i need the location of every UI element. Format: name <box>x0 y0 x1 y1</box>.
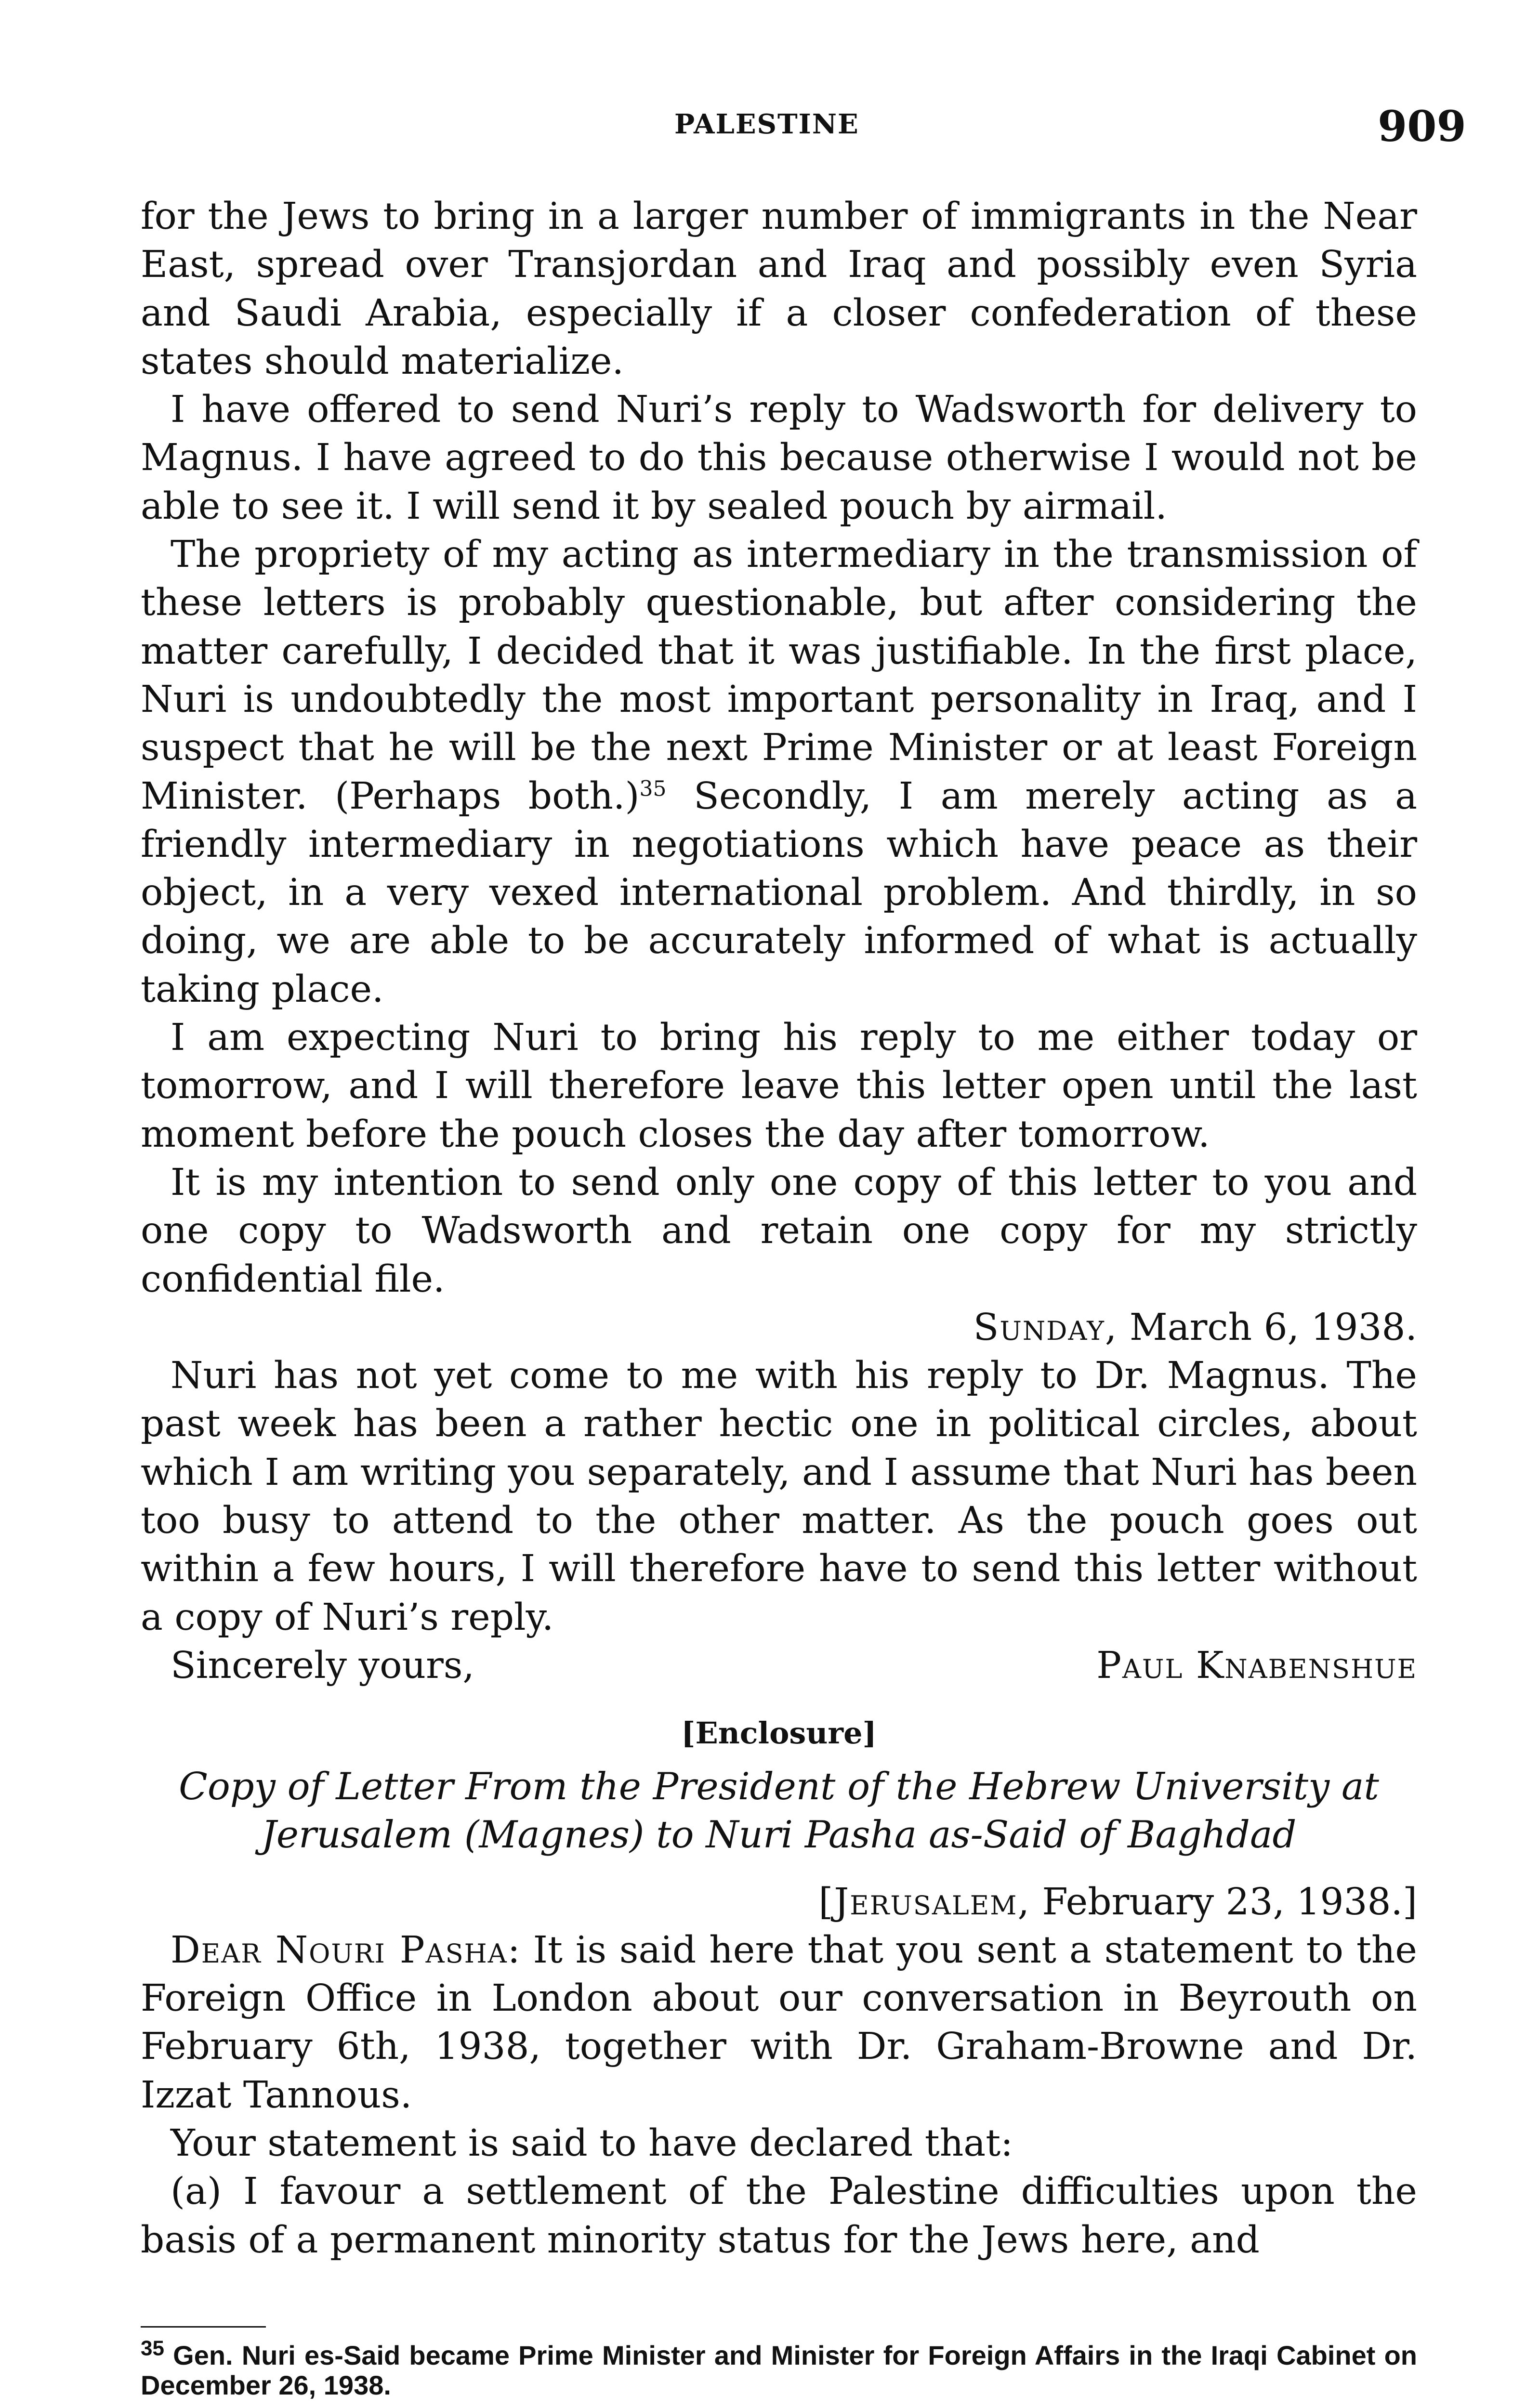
footnote-text: Gen. Nuri es-Said became Prime Minister and Minister for Foreign Affairs in the Iraqi Cabinet on December 26, 1938. <box>141 2340 1417 2400</box>
enclosure-label: [Enclosure] <box>681 1715 877 1751</box>
dateline-day: Sunday, <box>973 1306 1118 1349</box>
paragraph-expecting-reply: I am expecting Nuri to bring his reply to me either today or tomorrow, and I will therefore leave this letter open until the last moment before the pouch closes the day after tomorrow. <box>141 1016 1417 1156</box>
footnote <box>141 2336 1417 2400</box>
footnote-rule <box>141 2326 266 2328</box>
signature: Paul Knabenshue <box>1096 1644 1417 1687</box>
enclosure-item-a <box>141 2168 1417 2264</box>
salutation: Dear Nouri Pasha <box>171 1928 508 1972</box>
propriety-text-1: The propriety of my acting as intermediary in the transmission of these letters is probably questionable, but after considering the matter carefully, I decided that it was justifiable. In the first place, Nuri is undoubtedly the most important personality in Iraq, and I suspect that he will be the next Prime Minister or at least Foreign Minister. (Perhaps both.) <box>141 533 1417 818</box>
propriety-text-2: Secondly, I am merely acting as a friendly intermediary in negotiations which have peace as their object, in a very vexed international problem. And thirdly, in so doing, we are able to be accurately informed of what is actually taking place. <box>141 774 1417 1011</box>
enclosure-dateline-place: [Jerusalem, <box>818 1880 1030 1924</box>
closing: Sincerely yours, <box>171 1644 474 1687</box>
enclosure-dateline <box>141 1878 1417 1926</box>
signoff <box>141 1642 1417 1690</box>
item-a-text: I favour a settlement of the Palestine difficulties upon the basis of a permanent minority status for the Jews here, and <box>141 2170 1417 2262</box>
enclosure-title: Copy of Letter From the President of the Hebrew University at Jerusalem (Magnes) to Nuri Pasha as-Said of Baghdad <box>179 1765 1379 1857</box>
item-a-label: (a) <box>171 2170 222 2213</box>
paragraph-no-reply: Nuri has not yet come to me with his reply to Dr. Magnus. The past week has been a rather hectic one in political circles, about which I am writing you separately, and I assume that Nuri has been too busy to attend to the other matter. As the pouch goes out within a few hours, I will therefore have to send this letter without a copy of Nuri’s reply. <box>141 1354 1417 1639</box>
dateline-date: March 6, 1938. <box>1118 1306 1417 1349</box>
running-title: PALESTINE <box>674 108 859 140</box>
enclosure-paragraph-1-text: : It is said here that you sent a statement to the Foreign Office in London about our conversation in Beyrouth on February 6th, 1938, together with Dr. Graham-Browne and Dr. Izzat Tannous. <box>141 1928 1417 2117</box>
paragraph-continued: for the Jews to bring in a larger number of immigrants in the Near East, spread over Transjordan and Iraq and possibly even Syria and Saudi Arabia, especially if a closer confederation of these states should materialize. <box>141 195 1417 383</box>
dateline-sunday <box>141 1304 1417 1352</box>
paragraph-reply-delivery: I have offered to send Nuri’s reply to Wadsworth for delivery to Magnus. I have agreed to do this because otherwise I would not be able to see it. I will send it by sealed pouch by airmail. <box>141 388 1417 528</box>
enclosure-paragraph-2: Your statement is said to have declared that: <box>171 2121 1013 2165</box>
footnote-marker: 35 <box>141 2336 164 2360</box>
enclosure-dateline-date: February 23, 1938.] <box>1030 1880 1417 1924</box>
paragraph-copies: It is my intention to send only one copy of this letter to you and one copy to Wadsworth and retain one copy for my strictly confidential file. <box>141 1161 1417 1301</box>
paragraph-propriety <box>141 531 1417 1014</box>
body-text <box>141 193 1417 2264</box>
page-number: 909 <box>1378 101 1466 151</box>
footnote-reference: 35 <box>639 776 667 801</box>
enclosure-paragraph-1 <box>141 1926 1417 2120</box>
